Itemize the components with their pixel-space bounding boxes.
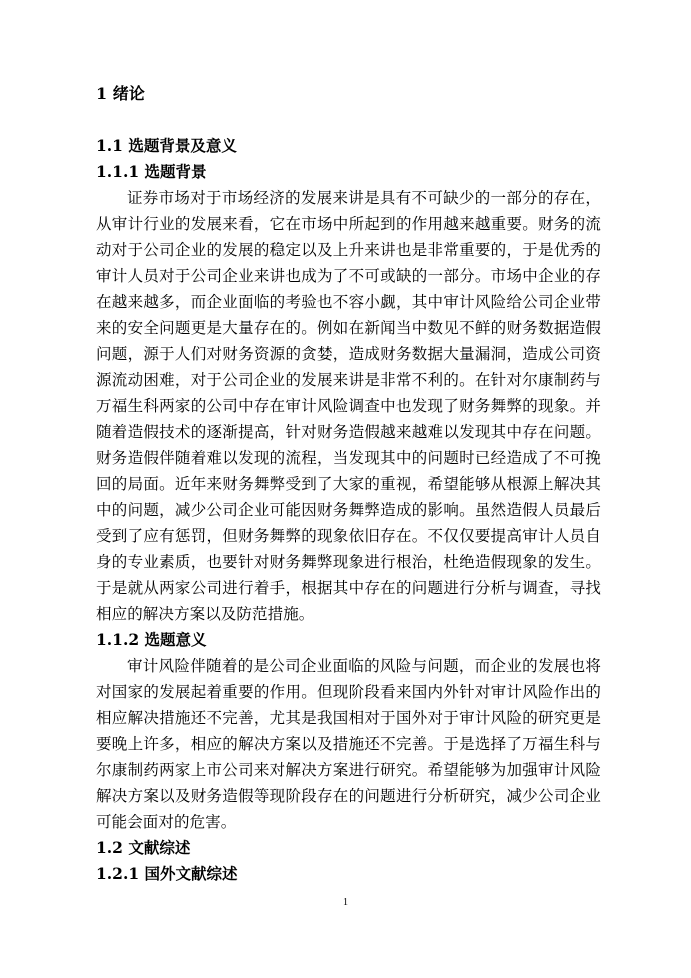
paragraph-background: 证券市场对于市场经济的发展来讲是具有不可缺少的一部分的存在，从审计行业的发展来看，它在市场中所起到的作用越来越重要。财务的流动对于公司企业的发展的稳定以及上升来讲也是非常重要的，于是优秀的审计人员对于公司企业来讲也成为了不可或缺的一部分。市场中企业的存在越来越多，而企业面临的考验也不容小觑，其中审计风险给公司企业带来的安全问题更是大量存在的。例如在新闻当中数见不鲜的财务数据造假问题，源于人们对财务资源的贪婪，造成财务数据大量漏洞，造成公司资源流动困难，对于公司企业的发展来讲是非常不利的。在针对尔康制药与万福生科两家的公司中存在审计风险调查中也发现了财务舞弊的现象。并随着造假技术的逐渐提高，针对财务造假越来越难以发现其中存在问题。财务造假伴随着难以发现的流程，当发现其中的问题时已经造成了不可挽回的局面。近年来财务舞弊受到了大家的重视，希望能够从根源上解决其中的问题，减少公司企业可能因财务舞弊造成的影响。虽然造假人员最后受到了应有惩罚，但财务舞弊的现象依旧存在。不仅仅要提高审计人员自身的专业素质，也要针对财务舞弊现象进行根治，杜绝造假现象的发生。于是就从两家公司进行着手，根据其中存在的问题进行分析与调查，寻找相应的解决方案以及防范措施。 bbox=[96, 189, 601, 623]
paragraph-significance: 审计风险伴随着的是公司企业面临的风险与问题，而企业的发展也将对国家的发展起着重要的作用。但现阶段看来国内外针对审计风险作出的相应解决措施还不完善，尤其是我国相对于国外对于审计风险的研究更是要晚上许多，相应的解决方案以及措施还不完善。于是选择了万福生科与尔康制药两家上市公司来对解决方案进行研究。希望能够为加强审计风险解决方案以及财务造假等现阶段存在的问题进行分析研究，减少公司企业可能会面对的危害。 bbox=[96, 657, 601, 831]
chapter-heading: 1 绪论 bbox=[96, 84, 145, 103]
section-heading-1-1-2: 1.1.2 选题意义 bbox=[96, 630, 207, 649]
section-heading-1-2-1: 1.2.1 国外文献综述 bbox=[96, 864, 238, 883]
page-number: 1 bbox=[343, 897, 348, 908]
page-content bbox=[96, 81, 601, 887]
section-heading-1-2: 1.2 文献综述 bbox=[96, 838, 191, 857]
section-heading-1-1: 1.1 选题背景及意义 bbox=[96, 136, 237, 155]
section-heading-1-1-1: 1.1.1 选题背景 bbox=[96, 162, 207, 181]
